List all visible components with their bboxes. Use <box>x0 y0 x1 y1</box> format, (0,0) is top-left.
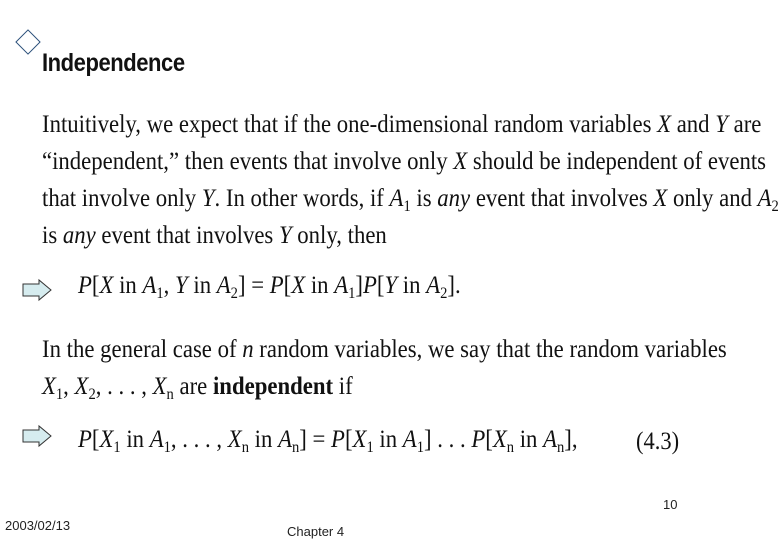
arrow-right-icon <box>22 425 52 447</box>
footer-date: 2003/02/13 <box>5 518 71 533</box>
arrow-right-icon <box>22 279 52 301</box>
general-line-1: In the general case of n random variables, we say that the random variables <box>42 336 727 363</box>
page-number: 10 <box>663 497 678 512</box>
footer-chapter: Chapter 4 <box>287 524 345 539</box>
general-line-2: $X_1$, $X_2$, . . . , $X_n$ are independent if <box>42 373 353 403</box>
intro-line-1: Intuitively, we expect that if the one-dimensional random variables X and Y are <box>42 111 762 138</box>
equation-n-variables: $P[X_1$ in $A_1$, . . . , $X_n$ in $A_n] = P[X_1$ in $A_1$] . . . $P[X_n$ in $A_n$], <box>78 426 578 456</box>
equation-number: (4.3) <box>636 428 680 455</box>
intro-line-3: that involve only Y. In other words, if $A_1$ is any event that involves X only and $A_2$ <box>42 185 779 215</box>
diamond-bullet-icon <box>15 29 40 54</box>
general-case-paragraph <box>42 331 727 405</box>
equation-two-variables: P[X in $A_1$, Y in $A_2] = P[X$ in $A_1]P[Y$ in $A_2$]. <box>78 272 461 302</box>
intro-paragraph <box>42 106 779 254</box>
slide-title: Independence <box>42 49 185 77</box>
intro-line-2: “independent,” then events that involve only X should be independent of events <box>42 148 767 175</box>
intro-line-4: is any event that involves Y only, then <box>42 222 387 249</box>
